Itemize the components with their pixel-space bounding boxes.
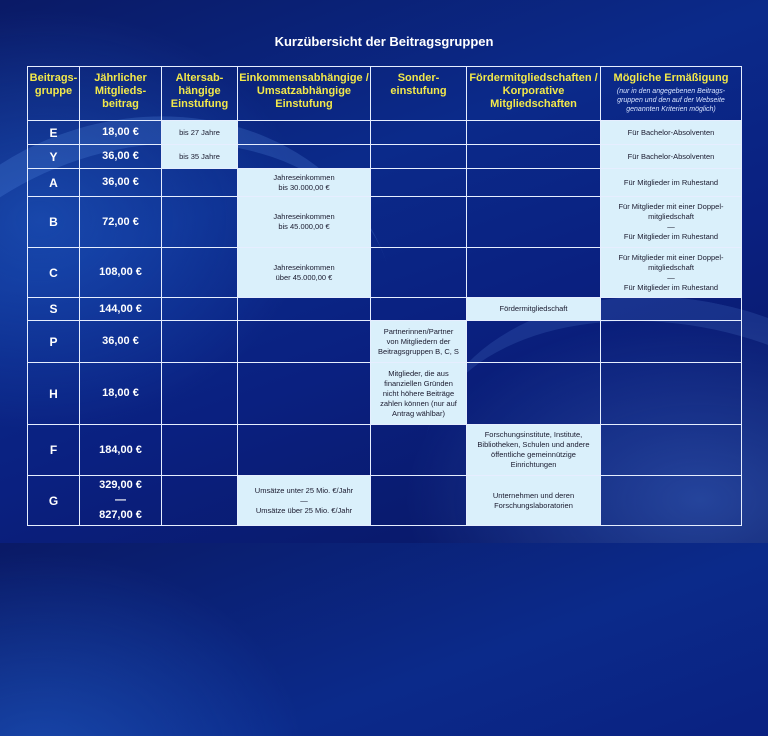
support-cell <box>467 197 601 248</box>
support-cell: Forschungsinstitute, Institute, Bibliotheken, Schulen und andere öffentliche gemeinnützige Einrichtungen <box>467 425 601 476</box>
age-cell <box>162 197 238 248</box>
special-cell <box>371 197 467 248</box>
fee-cell: 144,00 € <box>80 298 162 321</box>
table-row <box>28 298 742 321</box>
discount-cell: Für Mitglieder mit einer Doppel- mitgliedschaft — Für Mitglieder im Ruhestand <box>601 248 742 298</box>
age-cell <box>162 363 238 425</box>
table-row <box>28 476 742 526</box>
age-cell: bis 27 Jahre <box>162 121 238 145</box>
group-cell: C <box>28 248 80 298</box>
header-support: Fördermitgliedschaften / Korporative Mitgliedschaften <box>467 67 601 121</box>
group-cell: S <box>28 298 80 321</box>
special-cell <box>371 298 467 321</box>
table-row <box>28 197 742 248</box>
special-cell <box>371 121 467 145</box>
group-cell: G <box>28 476 80 526</box>
income-cell <box>238 321 371 363</box>
discount-cell <box>601 321 742 363</box>
header-discount-note: (nur in den angegebenen Beitrags- gruppen und den auf der Webseite genannten Kriterien möglich) <box>616 88 726 113</box>
age-cell <box>162 298 238 321</box>
table-row <box>28 121 742 145</box>
special-cell: Partnerinnen/Partner von Mitgliedern der Beitragsgruppen B, C, S <box>371 321 467 363</box>
discount-cell: Für Bachelor-Absolventen <box>601 121 742 145</box>
table-row <box>28 248 742 298</box>
table-row <box>28 145 742 169</box>
group-cell: P <box>28 321 80 363</box>
header-special: Sonder- einstufung <box>371 67 467 121</box>
special-cell <box>371 248 467 298</box>
age-cell <box>162 169 238 197</box>
fee-cell: 184,00 € <box>80 425 162 476</box>
table-row <box>28 363 742 425</box>
age-cell <box>162 321 238 363</box>
fee-cell: 18,00 € <box>80 121 162 145</box>
fee-cell: 36,00 € <box>80 321 162 363</box>
income-cell <box>238 363 371 425</box>
age-cell <box>162 425 238 476</box>
income-cell <box>238 121 371 145</box>
age-cell <box>162 248 238 298</box>
fee-cell: 108,00 € <box>80 248 162 298</box>
income-cell <box>238 425 371 476</box>
header-income: Einkommensabhängige / Umsatzabhängige Einstufung <box>238 67 371 121</box>
fee-cell: 18,00 € <box>80 363 162 425</box>
table-row <box>28 169 742 197</box>
special-cell: Mitglieder, die aus finanziellen Gründen nicht höhere Beiträge zahlen können (nur auf Antrag wählbar) <box>371 363 467 425</box>
discount-cell <box>601 476 742 526</box>
discount-cell: Für Mitglieder im Ruhestand <box>601 169 742 197</box>
discount-cell: Für Mitglieder mit einer Doppel- mitgliedschaft — Für Mitglieder im Ruhestand <box>601 197 742 248</box>
header-group: Beitrags- gruppe <box>28 67 80 121</box>
support-cell <box>467 321 601 363</box>
header-fee: Jährlicher Mitglieds- beitrag <box>80 67 162 121</box>
support-cell <box>467 169 601 197</box>
group-cell: F <box>28 425 80 476</box>
age-cell: bis 35 Jahre <box>162 145 238 169</box>
fee-group-table <box>27 66 742 526</box>
support-cell <box>467 363 601 425</box>
support-cell <box>467 121 601 145</box>
income-cell <box>238 145 371 169</box>
special-cell <box>371 169 467 197</box>
page-title: Kurzübersicht der Beitragsgruppen <box>274 34 494 49</box>
support-cell: Fördermitgliedschaft <box>467 298 601 321</box>
fee-cell: 329,00 € — 827,00 € <box>80 476 162 526</box>
header-discount: Mögliche Ermäßigung (nur in den angegebenen Beitrags- gruppen und den auf der Webseite genannten Kriterien möglich) <box>601 67 742 121</box>
discount-cell: Für Bachelor-Absolventen <box>601 145 742 169</box>
support-cell: Unternehmen und deren Forschungslaboratorien <box>467 476 601 526</box>
special-cell <box>371 476 467 526</box>
fee-cell: 36,00 € <box>80 145 162 169</box>
header-age: Altersab- hängige Einstufung <box>162 67 238 121</box>
support-cell <box>467 145 601 169</box>
income-cell <box>238 298 371 321</box>
age-cell <box>162 476 238 526</box>
group-cell: B <box>28 197 80 248</box>
group-cell: A <box>28 169 80 197</box>
special-cell <box>371 425 467 476</box>
support-cell <box>467 248 601 298</box>
discount-cell <box>601 363 742 425</box>
discount-cell <box>601 425 742 476</box>
income-cell: Umsätze unter 25 Mio. €/Jahr — Umsätze über 25 Mio. €/Jahr <box>238 476 371 526</box>
group-cell: Y <box>28 145 80 169</box>
table-row <box>28 425 742 476</box>
fee-cell: 72,00 € <box>80 197 162 248</box>
discount-cell <box>601 298 742 321</box>
income-cell: Jahreseinkommen bis 45.000,00 € <box>238 197 371 248</box>
fee-cell: 36,00 € <box>80 169 162 197</box>
income-cell: Jahreseinkommen über 45.000,00 € <box>238 248 371 298</box>
group-cell: H <box>28 363 80 425</box>
table-row <box>28 321 742 363</box>
income-cell: Jahreseinkommen bis 30.000,00 € <box>238 169 371 197</box>
special-cell <box>371 145 467 169</box>
group-cell: E <box>28 121 80 145</box>
